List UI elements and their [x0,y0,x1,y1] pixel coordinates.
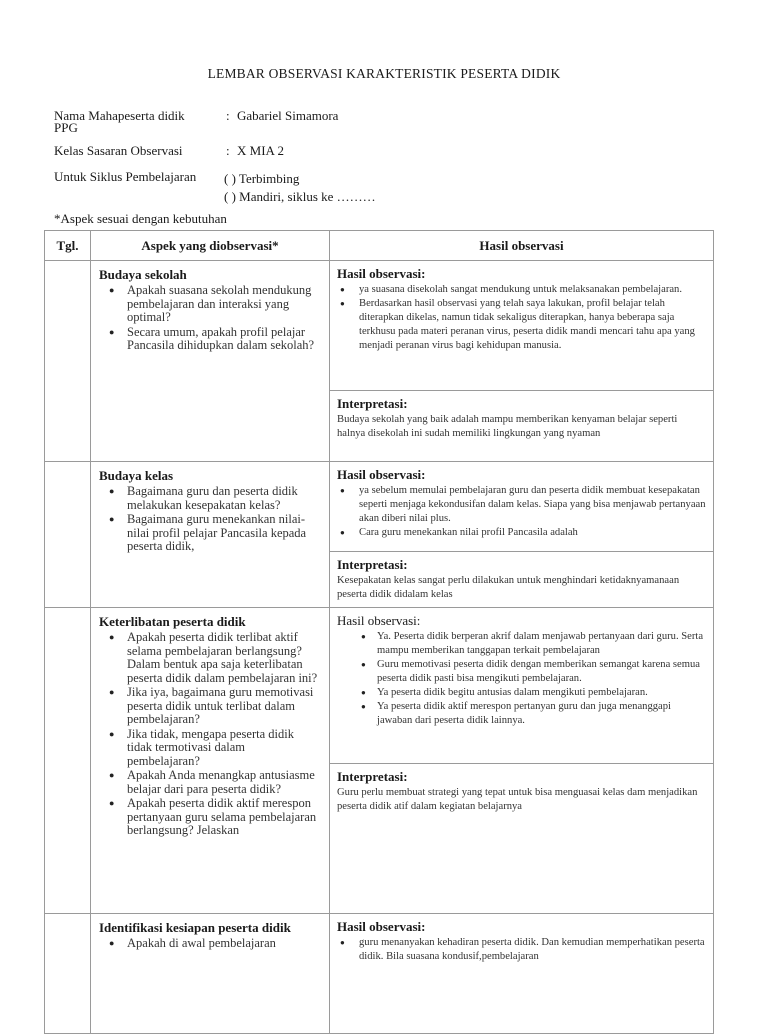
aspect-item: ● Jika iya, bagaimana guru memotivasi peserta didik untuk terlibat dalam pembelajaran? [99,686,321,727]
hasil-list [337,630,706,728]
aspect-list [99,937,321,951]
aspect-cell [91,914,330,1034]
table-row [45,462,714,608]
aspect-note: *Aspek sesuai dengan kebutuhan [54,211,227,226]
interpretasi-text: Guru perlu membuat strategi yang tepat untuk bisa menguasai kelas dam menjadikan peserta didik atif dalam kegiatan belajarnya [337,787,698,812]
hasil-item: ● ya sebelum memulai pembelajaran guru dan peserta didik membuat kesepakatan seperti menjaga kekondusifan dalam kelas. Siapa yang bisa menjawab pertanyaan akan diberi nilai plus. [337,484,706,526]
date-cell [45,914,91,1034]
table-row [45,914,714,1034]
date-cell [45,261,91,462]
interpretasi-text: Kesepakatan kelas sangat perlu dilakukan untuk menghindari ketidaknyamanaan peserta didik didalam kelas [337,575,680,600]
hasil-title: Hasil observasi: [337,266,426,281]
hasil-item: ● Cara guru menekankan nilai profil Pancasila adalah [337,526,706,540]
interpretasi-section [330,763,713,818]
kelas-value: X MIA 2 [237,143,284,158]
result-cell [330,914,714,1034]
hasil-item: ● ya suasana disekolah sangat mendukung untuk melaksanakan pembelajaran. [337,283,706,297]
aspect-item: ● Bagaimana guru dan peserta didik melakukan kesepakatan kelas? [99,485,321,512]
aspect-cell [91,462,330,608]
aspect-item: ● Bagaimana guru menekankan nilai-nilai profil pelajar Pancasila kepada peserta didik, [99,513,321,554]
nama-label-line-1: Nama Mahapeserta didik [54,108,185,123]
option-terbimbing: ( ) Terbimbing [224,171,300,186]
hasil-item: ● guru menanyakan kehadiran peserta didik. Dan kemudian memperhatikan peserta didik. Bila suasana kondusif,pembelajaran [337,936,706,964]
aspect-title: Budaya sekolah [99,267,187,282]
nama-label-line-2: PPG [54,120,78,135]
aspect-item: ● Secara umum, apakah profil pelajar Pancasila dihidupkan dalam sekolah? [99,326,321,353]
table-header-row [45,231,714,261]
aspect-list [99,485,321,554]
hasil-title: Hasil observasi: [337,919,426,934]
aspect-list [99,284,321,353]
nama-value: Gabariel Simamora [237,108,339,123]
aspect-item: ● Apakah peserta didik aktif merespon pertanyaan guru selama pembelajaran berlangsung? Jelaskan [99,797,321,838]
hasil-title: Hasil observasi: [337,467,426,482]
interpretasi-title: Interpretasi: [337,557,408,572]
hasil-item: ● Guru memotivasi peserta didik dengan memberikan semangat karena semua peserta didik pasti bisa mengikuti pembelajaran. [337,658,706,686]
aspect-item: ● Apakah peserta didik terlibat aktif selama pembelajaran berlangsung? Dalam bentuk apa saja keterlibatan peserta didik dalam pembelajaran ini? [99,631,321,685]
result-cell [330,462,714,608]
aspect-item: ● Jika tidak, mengapa peserta didik tidak termotivasi dalam pembelajaran? [99,728,321,769]
aspect-cell [91,261,330,462]
hasil-list [337,936,706,964]
document-title: LEMBAR OBSERVASI KARAKTERISTIK PESERTA DIDIK [207,66,561,81]
interpretasi-text: Budaya sekolah yang baik adalah mampu memberikan kenyaman belajar seperti halnya disekolah ini sudah memiliki lingkungan yang nyaman [337,414,678,439]
hasil-item: ● Ya peserta didik begitu antusias dalam mengikuti pembelajaran. [337,686,706,700]
hasil-title: Hasil observasi: [337,613,421,628]
kelas-label: Kelas Sasaran Observasi [54,143,183,158]
date-cell [45,608,91,914]
observation-table [44,230,714,1034]
nama-label [54,110,185,134]
aspect-title: Budaya kelas [99,468,174,483]
kelas-colon: : [226,143,230,158]
hasil-item: ● Ya peserta didik aktif merespon pertanyan guru dan juga menanggapi jawaban dari peserta didik lainnya. [337,700,706,728]
aspect-item: ● Apakah Anda menangkap antusiasme belajar dari para peserta didik? [99,769,321,796]
option-mandiri: ( ) Mandiri, siklus ke ……… [224,189,376,204]
aspect-title: Identifikasi kesiapan peserta didik [99,920,291,935]
hasil-section [330,462,713,551]
header-aspek: Aspek yang diobservasi* [91,231,330,261]
hasil-item: ● Berdasarkan hasil observasi yang telah saya lakukan, profil belajar telah diterapkan dikelas, namun tidak sekaligus diterapkan, hanya beberapa saja terkhusu pada materi peranan virus, peserta didik mandi mencari tahu apa yang menjadi peranan virus bagi kehidupan manusia. [337,297,706,353]
siklus-label: Untuk Siklus Pembelajaran [54,169,197,184]
header-hasil: Hasil observasi [330,231,714,261]
interpretasi-section [330,551,713,606]
aspect-cell [91,608,330,914]
aspect-title: Keterlibatan peserta didik [99,614,246,629]
date-cell [45,462,91,608]
table-row [45,261,714,462]
aspect-item: ● Apakah di awal pembelajaran [99,937,321,951]
nama-colon: : [226,108,230,123]
result-cell [330,261,714,462]
hasil-item: ● Ya. Peserta didik berperan akrif dalam menjawab pertanyaan dari guru. Serta mampu memberikan tanggapan terkait pembelajaran [337,630,706,658]
hasil-section [330,608,713,763]
header-tgl: Tgl. [45,231,91,261]
hasil-section [330,914,713,968]
interpretasi-section [330,390,713,445]
interpretasi-title: Interpretasi: [337,769,408,784]
hasil-section [330,261,713,390]
hasil-list [337,283,706,353]
hasil-list [337,484,706,540]
result-cell [330,608,714,914]
aspect-item: ● Apakah suasana sekolah mendukung pembelajaran dan interaksi yang optimal? [99,284,321,325]
interpretasi-title: Interpretasi: [337,396,408,411]
table-row [45,608,714,914]
aspect-list [99,631,321,838]
